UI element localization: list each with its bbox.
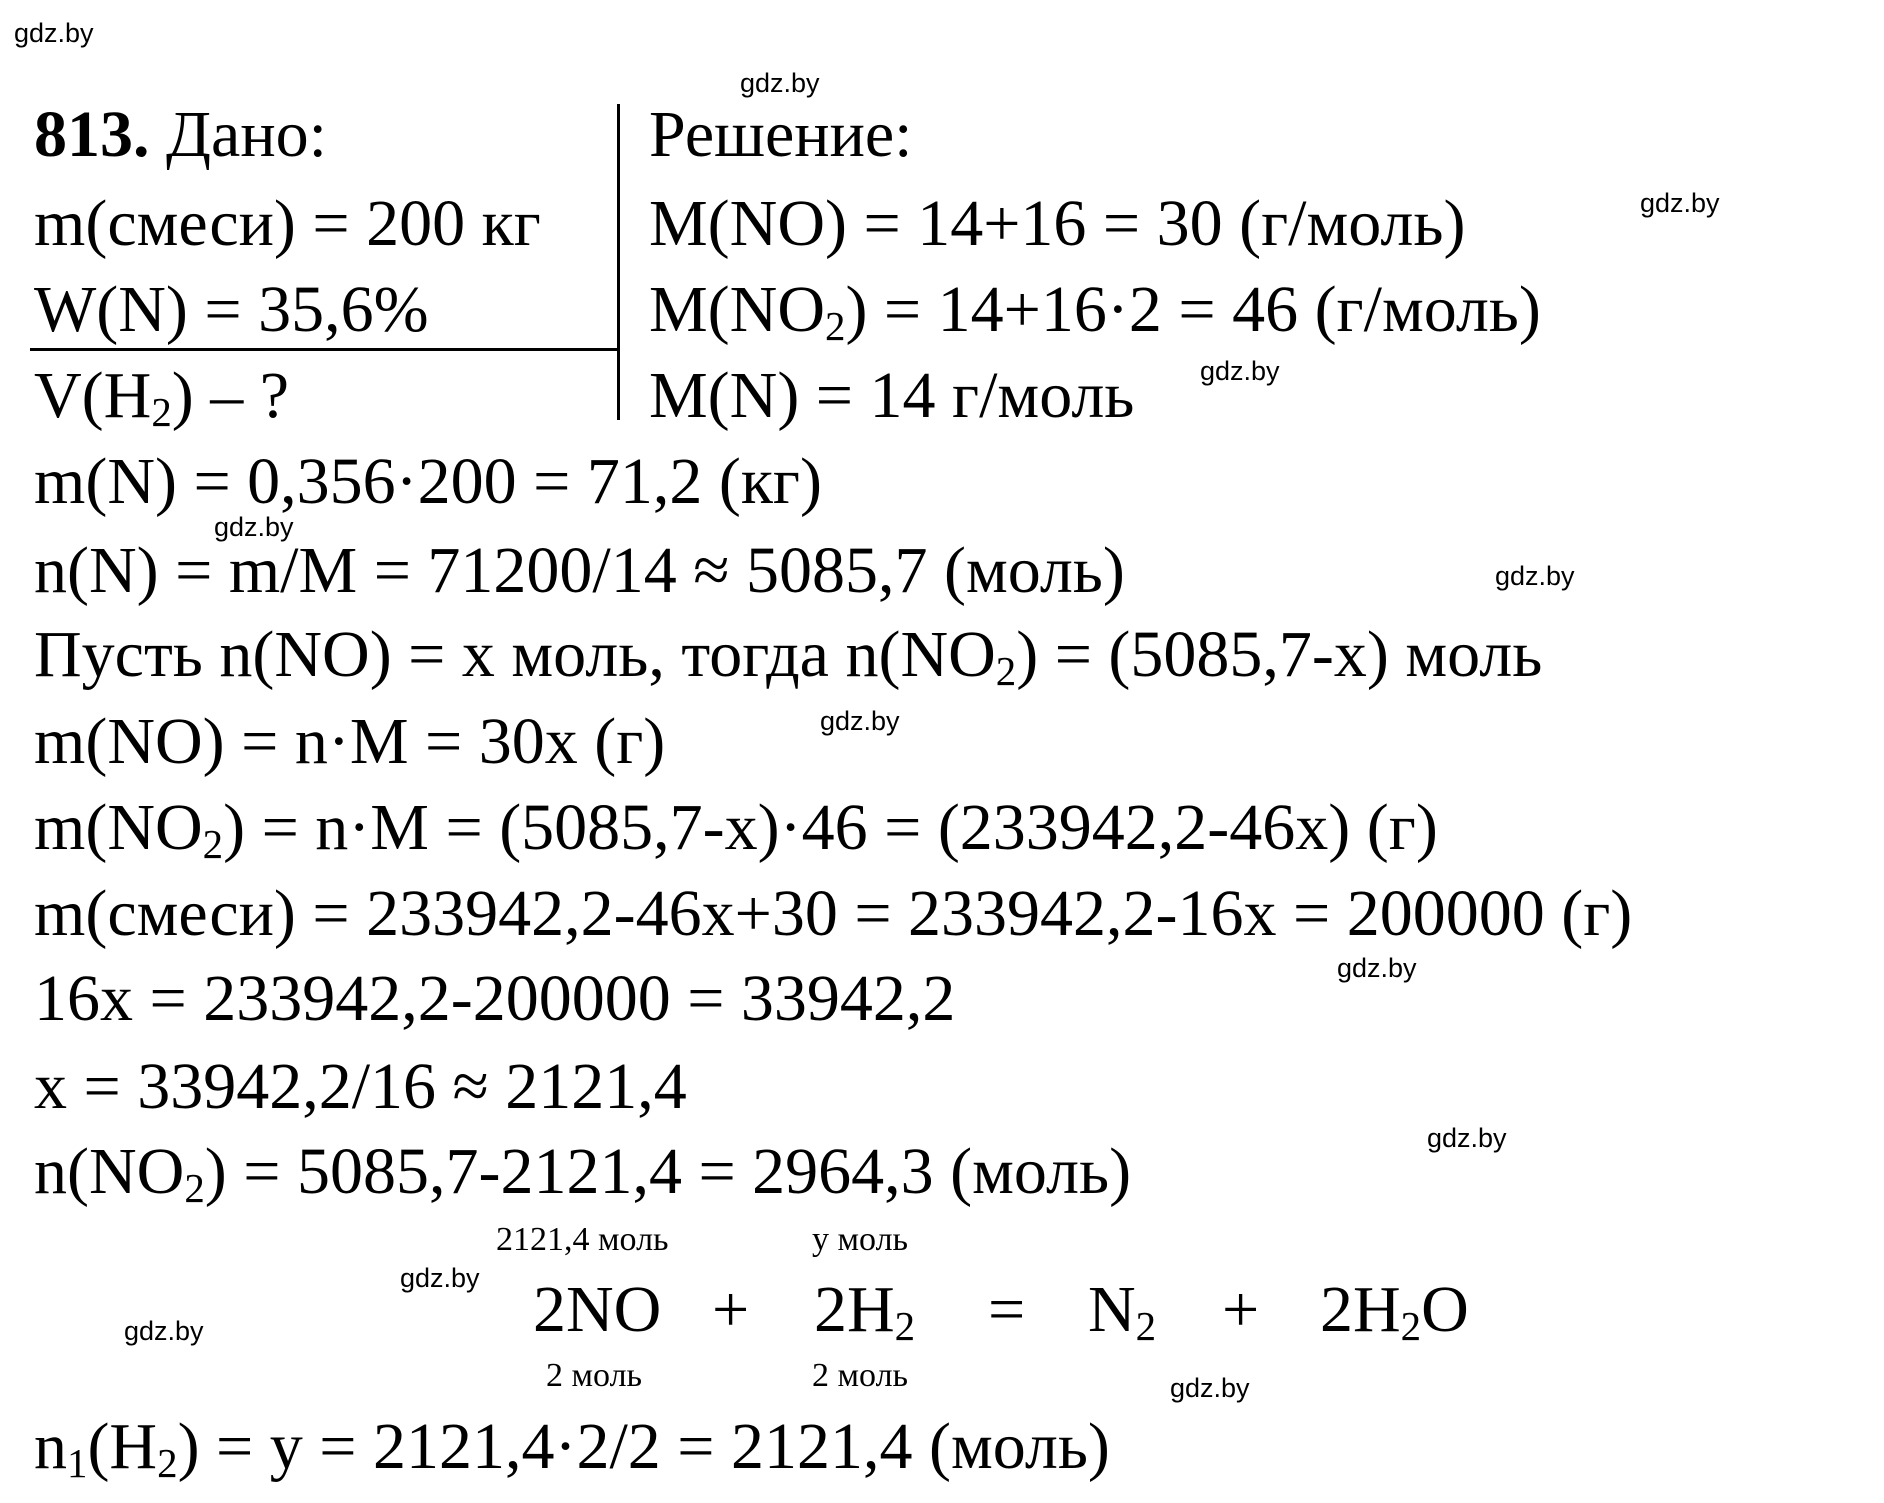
watermark: gdz.by <box>1170 1373 1250 1403</box>
molar-mass-n: M(N) = 14 г/моль <box>649 359 1135 432</box>
molar-mass-no2: $M(NO_2) = 14+16\cdot 2 = 46$ (г/моль) <box>649 273 1541 349</box>
equation-n2: $N_2$ <box>1088 1273 1157 1349</box>
given-divider <box>30 348 617 351</box>
problem-number: 813. <box>34 98 150 171</box>
watermark: gdz.by <box>1495 561 1575 591</box>
step-moles-h2: $n_1(H_2) = y = 2121,4\cdot 2/2 = 2121,4$ (моль) <box>34 1410 1110 1486</box>
step-mass-no2: $m(NO_2) = n\cdot M = (5085,7-x)\cdot 46 = (233942,2-46x)$ (г) <box>34 791 1438 867</box>
watermark: gdz.by <box>1200 356 1280 386</box>
equation-equals: = <box>988 1273 1026 1346</box>
equation-h2: $2H_2$ <box>814 1273 916 1349</box>
equation-above-h2: y моль <box>812 1221 909 1258</box>
given-fraction: W(N) = 35,6% <box>34 273 429 346</box>
equation-plus-1: + <box>712 1273 750 1346</box>
step-moles-n: n(N) = m/M = 71200/14 ≈ 5085,7 (моль) <box>34 534 1125 607</box>
watermark: gdz.by <box>14 18 94 48</box>
step-moles-no2: $n(NO_2) = 5085,7-2121,4 = 2964,3$ (моль) <box>34 1135 1132 1211</box>
column-divider <box>617 104 620 420</box>
molar-mass-no: M(NO) = 14+16 = 30 (г/моль) <box>649 187 1466 260</box>
equation-below-h2: 2 моль <box>812 1357 909 1394</box>
step-solve-x: x = 33942,2/16 ≈ 2121,4 <box>34 1050 687 1123</box>
equation-plus-2: + <box>1222 1273 1260 1346</box>
watermark: gdz.by <box>820 706 900 736</box>
equation-above-no: 2121,4 моль <box>496 1221 669 1258</box>
step-mass-no: m(NO) = n·M = 30x (г) <box>34 705 666 778</box>
equation-no: 2NO <box>533 1273 662 1346</box>
watermark: gdz.by <box>1427 1123 1507 1153</box>
step-assume: Пусть n(NO) = x моль, тогда $n(NO_2) = (5085,7-x)$ моль <box>34 618 1543 694</box>
given-mass: m(смеси) = 200 кг <box>34 187 541 260</box>
solution-label: Решение: <box>649 98 913 171</box>
equation-h2o: $2H_2O$ <box>1320 1273 1469 1349</box>
watermark: gdz.by <box>214 512 294 542</box>
step-solve-16x: 16x = 233942,2-200000 = 33942,2 <box>34 962 956 1035</box>
given-find: $V(H_2)$ – ? <box>34 359 290 435</box>
watermark: gdz.by <box>1640 188 1720 218</box>
given-header <box>34 98 327 171</box>
equation-below-no: 2 моль <box>546 1357 643 1394</box>
step-mass-mixture: m(смеси) = 233942,2-46x+30 = 233942,2-16x = 200000 (г) <box>34 877 1633 950</box>
watermark: gdz.by <box>740 68 820 98</box>
watermark: gdz.by <box>1337 953 1417 983</box>
watermark: gdz.by <box>400 1263 480 1293</box>
step-mass-n: m(N) = 0,356·200 = 71,2 (кг) <box>34 445 822 518</box>
given-label: Дано: <box>166 98 327 171</box>
watermark: gdz.by <box>124 1316 204 1346</box>
